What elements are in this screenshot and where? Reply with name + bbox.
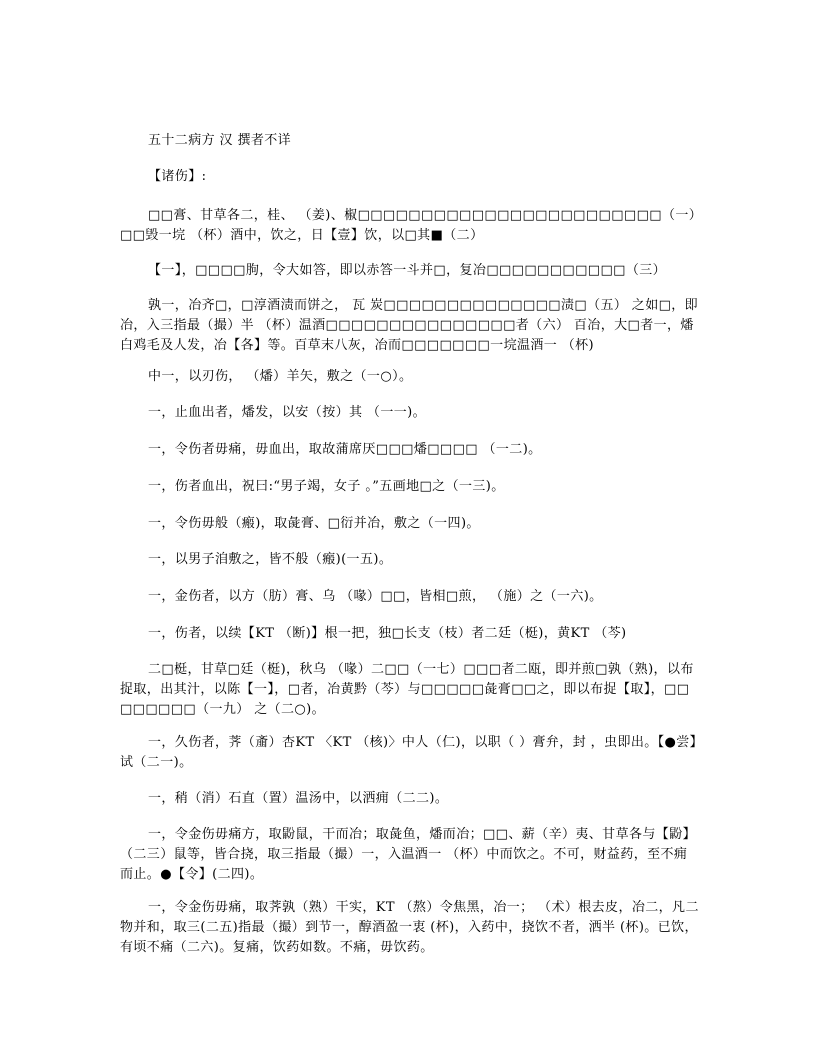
paragraph: 一，止血出者，燔发，以安（按）其 （一一)。 <box>148 405 427 420</box>
paragraph: 孰一，冶齐□，□淳酒渍而饼之， 瓦 炭□□□□□□□□□□□□□□渍□（五） 之如□，即冶，入三指最（撮）半 （杯）温酒□□□□□□□□□□□□□□□者（六） 百冶，大□者一，燔白鸡毛及人发，冶【各】等。百草末八灰，冶而□□□□□□□一垸温酒一 （杯) <box>120 298 699 353</box>
paragraph: 一，令伤者毋痛，毋血出，取故蒲席厌□□□燔□□□□ （一二)。 <box>148 442 542 457</box>
paragraph: 二□梃，甘草□廷（梃)，秋乌 （喙）二□□（一七）□□□者二瓯，即并煎□孰（熟)，以布捉取，出其汁，以陈【一】，□者，冶黄黔（芩）与□□□□□彘膏□□之，即以布捉【取】，□□□□□□□□（一九） 之（二○)。 <box>120 662 694 717</box>
document-title: 五十二病方 汉 撰者不详 <box>148 133 292 148</box>
paragraph: 中一，以刃伤， （燔）羊矢，敷之（一○）。 <box>148 369 413 384</box>
paragraph: 【一】，□□□□朐，令大如答，即以赤答一斗并□，复冶□□□□□□□□□□□（三） <box>148 263 667 278</box>
paragraph: 一，令金伤毋痛，取荠孰（熟）干实，KT （熬）令焦黑，冶一； （术）根去皮，冶二，凡二物并和，取三(二五)指最（撮）到节一，醇酒盈一衷 (杯)，入药中，挠饮不者，洒半 (杯)。已饮，有顷不痛（二六)。复痛，饮药如数。不痛，毋饮药。 <box>120 900 699 955</box>
paragraph: 一，令金伤毋痛方，取鼢鼠，干而冶；取彘鱼，燔而冶；□□、薪（辛）夷、甘草各与【鼢】（二三）鼠等，皆合挠，取三指最（撮）一，入温酒一 （杯）中而饮之。不可，财益药，至不痈而止。●【令】(二四)。 <box>120 827 696 882</box>
paragraph: 一，伤者血出，祝曰:“男子竭，女子 。”五画地□之（一三)。 <box>148 479 505 494</box>
paragraph: 一，令伤毋般（瘢)，取彘膏、□衍并冶，敷之（一四)。 <box>148 516 480 531</box>
section-heading: 【诸伤】: <box>148 169 207 184</box>
paragraph: 一，伤者，以续【KT （断)】根一把，独□长支（枝）者二廷（梃)，黄KT （芩) <box>148 626 627 641</box>
paragraph: □□膏、甘草各二，桂、 （姜)、椒□□□□□□□□□□□□□□□□□□□□□□□□（一）□□毁一垸 （杯）酒中，饮之，日【壹】饮，以□其■（二） <box>120 208 696 243</box>
paragraph: 一，稍（消）石直（置）温汤中，以洒痈（二二)。 <box>148 791 449 806</box>
paragraph: 一，金伤者，以方（肪）膏、乌 （喙）□□，皆相□煎， （施）之（一六)。 <box>148 589 603 604</box>
paragraph: 一，以男子洎敷之，皆不般（瘢)(一五)。 <box>148 552 393 567</box>
paragraph: 一，久伤者，荠（齑）杏KT 〈KT （核)〉中人（仁)，以职（ ）膏弁，封 ，虫即出。【●尝】试（二一)。 <box>120 735 697 770</box>
